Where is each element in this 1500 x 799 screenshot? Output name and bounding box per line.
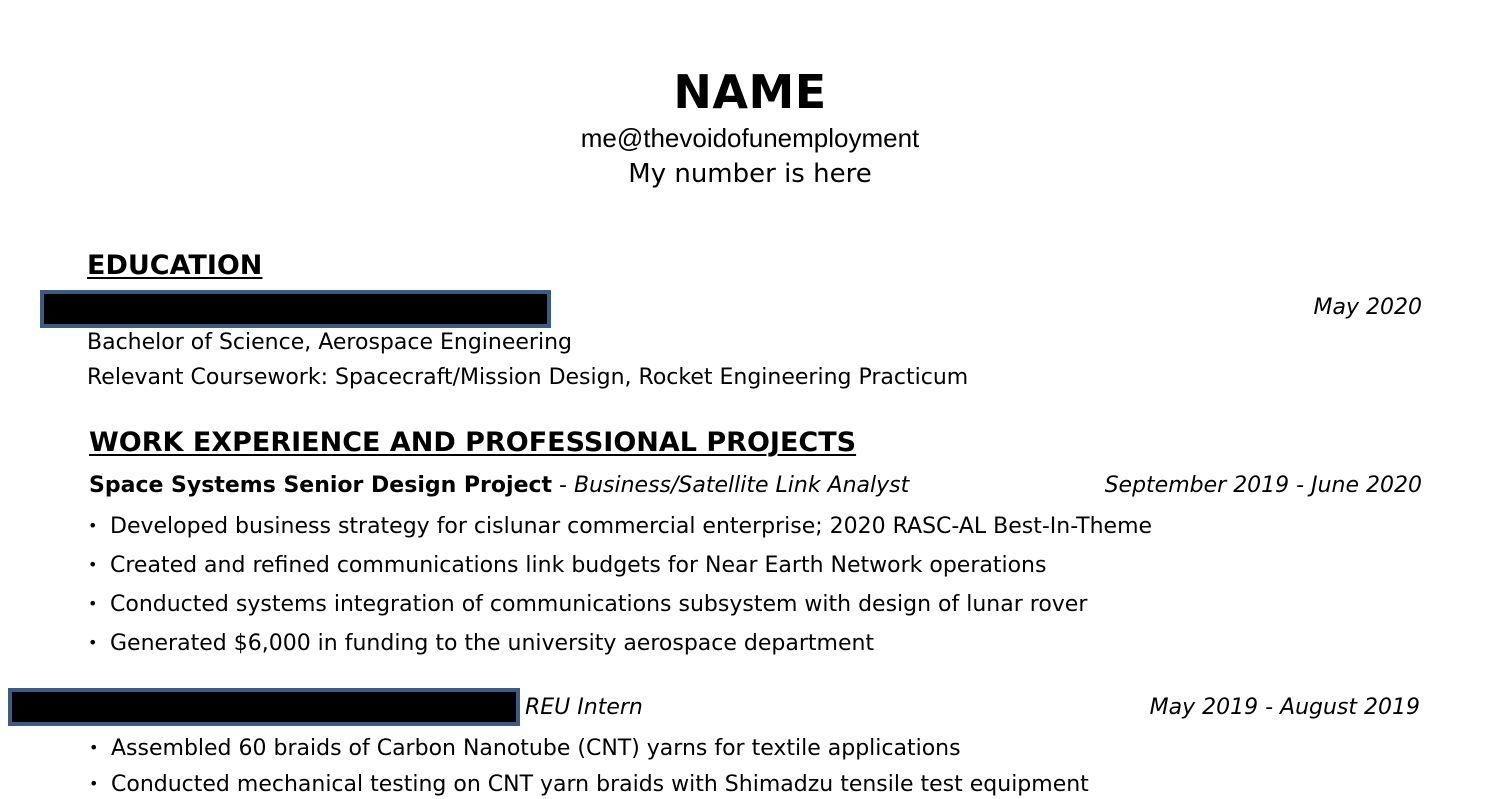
bullet-text: Assembled 60 braids of Carbon Nanotube (CNT) yarns for textile applications — [111, 736, 961, 761]
job-role: REU Intern — [525, 695, 643, 720]
project-title: Space Systems Senior Design Project — [89, 473, 553, 498]
bullet-text: Conducted systems integration of communications subsystem with design of lunar rover — [110, 592, 1088, 617]
job-date: May 2019 - August 2019 — [1149, 695, 1420, 720]
redacted-school-name — [40, 290, 551, 328]
phone-number: My number is here — [628, 159, 872, 189]
bullet-text: Created and refined communications link budgets for Near Earth Network operations — [110, 553, 1047, 578]
bullet-text: Developed business strategy for cislunar commercial enterprise; 2020 RASC-AL Best-In-Theme — [110, 514, 1153, 539]
bullet-icon: • — [88, 516, 98, 535]
education-heading: EDUCATION — [87, 250, 263, 281]
list-item — [88, 551, 1046, 580]
bullet-icon: • — [89, 774, 99, 793]
bullet-icon: • — [89, 738, 99, 757]
bullet-icon: • — [88, 633, 98, 652]
list-item — [88, 590, 1087, 619]
list-item — [88, 629, 874, 658]
degree-line: Bachelor of Science, Aerospace Engineering — [87, 330, 572, 355]
bullet-icon: • — [88, 555, 98, 574]
job-title-line — [89, 472, 909, 500]
candidate-name: NAME — [673, 65, 827, 119]
job-role: Business/Satellite Link Analyst — [573, 473, 910, 498]
bullet-text: Conducted mechanical testing on CNT yarn braids with Shimadzu tensile test equipment — [111, 772, 1089, 797]
bullet-text: Generated $6,000 in funding to the university aerospace department — [110, 631, 875, 656]
job-date: September 2019 - June 2020 — [1104, 473, 1422, 498]
email-address: me@thevoidofunemployment — [580, 123, 920, 153]
bullet-icon: • — [88, 594, 98, 613]
list-item — [88, 512, 1152, 541]
title-separator: - — [552, 473, 574, 498]
education-date: May 2020 — [1313, 295, 1422, 320]
work-experience-heading: WORK EXPERIENCE AND PROFESSIONAL PROJECTS — [89, 427, 857, 458]
coursework-line: Relevant Coursework: Spacecraft/Mission Design, Rocket Engineering Practicum — [87, 365, 969, 390]
list-item — [89, 734, 961, 763]
redacted-employer-name — [8, 688, 520, 726]
